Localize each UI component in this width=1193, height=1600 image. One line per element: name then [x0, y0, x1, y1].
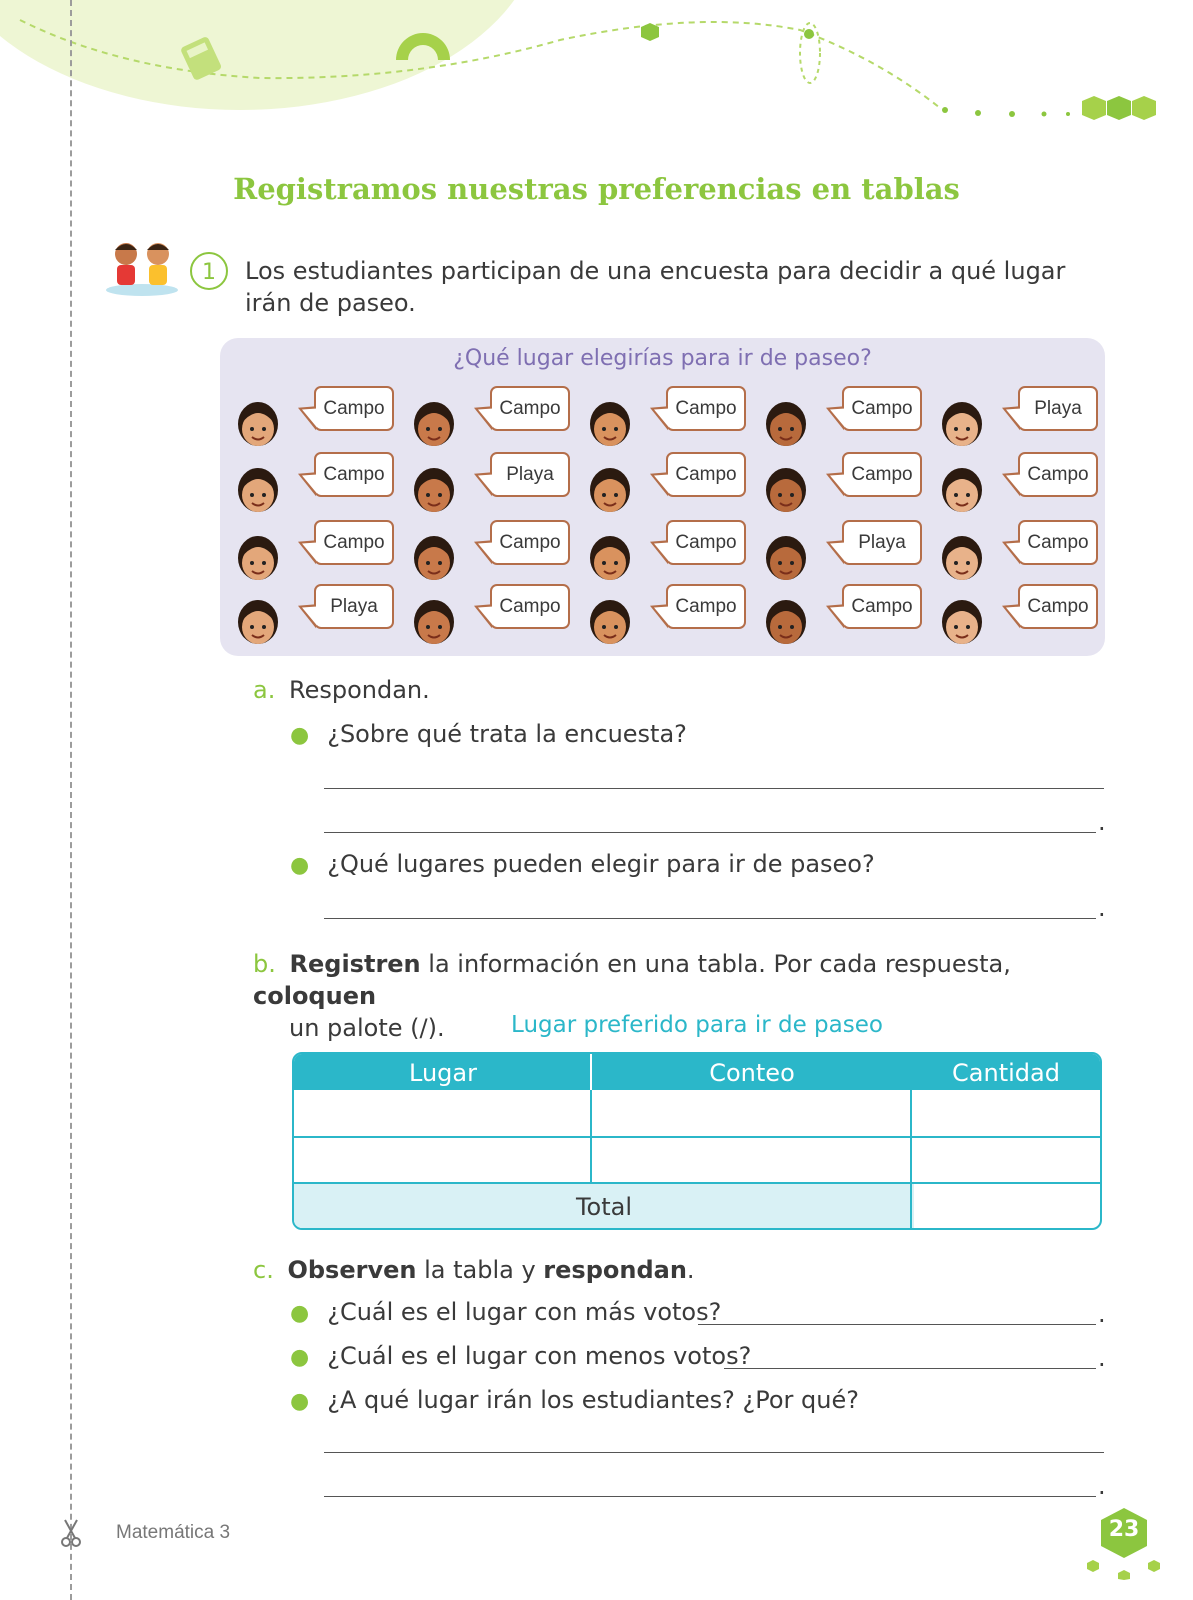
student-face-icon [756, 528, 816, 588]
part-a-question-2-text: ¿Qué lugares pueden elegir para ir de paseo? [327, 850, 875, 878]
student-face-icon [404, 460, 464, 520]
part-b-text-2: un palote (/). [289, 1014, 445, 1042]
part-b-verb-2: coloquen [253, 982, 377, 1010]
line-period: . [1098, 808, 1106, 836]
student-face-icon [932, 528, 992, 588]
part-a-heading: a. Respondan. [253, 676, 430, 704]
part-c-text-1: la tabla y [416, 1256, 544, 1284]
student-face-icon [932, 460, 992, 520]
part-a-letter: a. [253, 676, 276, 704]
student-face-icon [756, 460, 816, 520]
speech-bubble: Campo [666, 520, 746, 565]
answer-line[interactable] [724, 1368, 1096, 1369]
page-number: 23 [1108, 1517, 1140, 1542]
table-cell-cantidad-1[interactable] [914, 1092, 1098, 1134]
page-title: Registramos nuestras preferencias en tablas [233, 172, 960, 206]
line-period: . [1098, 1300, 1106, 1328]
answer-line[interactable] [324, 1452, 1104, 1453]
part-b-text-1: la información en una tabla. Por cada respuesta, [420, 950, 1011, 978]
speech-bubble: Campo [314, 520, 394, 565]
answer-line[interactable] [698, 1324, 1096, 1325]
table-cell-lugar-1[interactable] [296, 1092, 588, 1134]
activity-number-badge: 1 [190, 252, 228, 290]
table-header [294, 1054, 1100, 1090]
survey-question: ¿Qué lugar elegirías para ir de paseo? [453, 346, 872, 371]
speech-bubble: Campo [490, 386, 570, 431]
speech-bubble: Campo [490, 584, 570, 629]
total-label-cell: Total [294, 1184, 914, 1230]
column-divider [910, 1054, 912, 1230]
speech-bubble: Playa [490, 452, 570, 497]
speech-bubble: Campo [1018, 452, 1098, 497]
part-c-question-1-text: ¿Cuál es el lugar con más votos? [327, 1298, 722, 1326]
speech-bubble: Campo [842, 584, 922, 629]
speech-bubble: Campo [842, 452, 922, 497]
speech-bubble: Campo [842, 386, 922, 431]
tally-table [292, 1052, 1102, 1230]
table-cell-total[interactable] [914, 1186, 1098, 1228]
part-c-verb-1: Observen [287, 1256, 417, 1284]
speech-bubble: Playa [1018, 386, 1098, 431]
speech-bubble: Campo [666, 452, 746, 497]
answer-line[interactable] [324, 918, 1096, 919]
cut-line [70, 0, 72, 1600]
line-period: . [1098, 894, 1106, 922]
student-face-icon [932, 394, 992, 454]
student-face-icon [404, 528, 464, 588]
cube-icon [640, 22, 660, 42]
part-c-question-3: ● ¿A qué lugar irán los estudiantes? ¿Por qué? [290, 1386, 859, 1414]
student-face-icon [228, 460, 288, 520]
speech-bubble: Campo [314, 386, 394, 431]
part-a-question-2: ● ¿Qué lugares pueden elegir para ir de paseo? [290, 850, 875, 878]
table-cell-conteo-2[interactable] [594, 1138, 908, 1180]
part-c-question-2: ● ¿Cuál es el lugar con menos votos? [290, 1342, 752, 1370]
speech-bubble: Campo [1018, 520, 1098, 565]
line-period: . [1098, 1472, 1106, 1500]
part-a-question-1: ● ¿Sobre qué trata la encuesta? [290, 720, 687, 748]
student-face-icon [580, 394, 640, 454]
part-c-letter: c. [253, 1256, 274, 1284]
student-face-icon [756, 592, 816, 652]
speech-bubble: Campo [666, 584, 746, 629]
student-face-icon [580, 460, 640, 520]
header-dotted-path [0, 0, 1193, 130]
student-face-icon [404, 394, 464, 454]
part-c-question-2-text: ¿Cuál es el lugar con menos votos? [327, 1342, 752, 1370]
speech-bubble: Playa [314, 584, 394, 629]
speech-bubble: Campo [490, 520, 570, 565]
calculator-icon [180, 36, 224, 80]
line-period: . [1098, 1344, 1106, 1372]
student-face-icon [580, 528, 640, 588]
table-cell-lugar-2[interactable] [296, 1138, 588, 1180]
row-divider [294, 1182, 1100, 1184]
speech-bubble: Playa [842, 520, 922, 565]
header-conteo: Conteo [709, 1059, 795, 1087]
protractor-icon [392, 22, 454, 64]
part-c-question-1: ● ¿Cuál es el lugar con más votos? [290, 1298, 722, 1326]
work-in-pairs-icon [102, 238, 182, 298]
speech-bubble: Campo [314, 452, 394, 497]
answer-line[interactable] [324, 1496, 1096, 1497]
survey-panel [220, 338, 1105, 656]
scissors-icon [60, 1518, 82, 1548]
book-title: Matemática 3 [116, 1522, 231, 1543]
header-cantidad: Cantidad [952, 1059, 1060, 1087]
student-face-icon [404, 592, 464, 652]
answer-line[interactable] [324, 832, 1096, 833]
student-face-icon [932, 592, 992, 652]
table-cell-conteo-1[interactable] [594, 1092, 908, 1134]
student-face-icon [228, 394, 288, 454]
part-a-question-1-text: ¿Sobre qué trata la encuesta? [327, 720, 687, 748]
part-c-verb-2: respondan [543, 1256, 687, 1284]
spiral-decoration-icon [795, 18, 825, 88]
student-face-icon [756, 394, 816, 454]
header-lugar: Lugar [409, 1059, 477, 1087]
answer-line[interactable] [324, 788, 1104, 789]
student-face-icon [228, 528, 288, 588]
part-b-letter: b. [253, 950, 276, 978]
activity-intro: Los estudiantes participan de una encuesta para decidir a qué lugar irán de paseo. [245, 257, 1066, 317]
cubes-icon [1082, 94, 1160, 124]
student-face-icon [228, 592, 288, 652]
table-cell-cantidad-2[interactable] [914, 1138, 1098, 1180]
part-c-heading: c. Observen la tabla y respondan. [253, 1256, 695, 1284]
part-b-verb-1: Registren [289, 950, 421, 978]
small-cubes-icon [1086, 1540, 1162, 1580]
table-title: Lugar preferido para ir de paseo [511, 1012, 883, 1038]
student-face-icon [580, 592, 640, 652]
speech-bubble: Campo [1018, 584, 1098, 629]
speech-bubble: Campo [666, 386, 746, 431]
part-a-verb: Respondan [288, 676, 423, 704]
part-c-question-3-text: ¿A qué lugar irán los estudiantes? ¿Por qué? [327, 1386, 859, 1414]
